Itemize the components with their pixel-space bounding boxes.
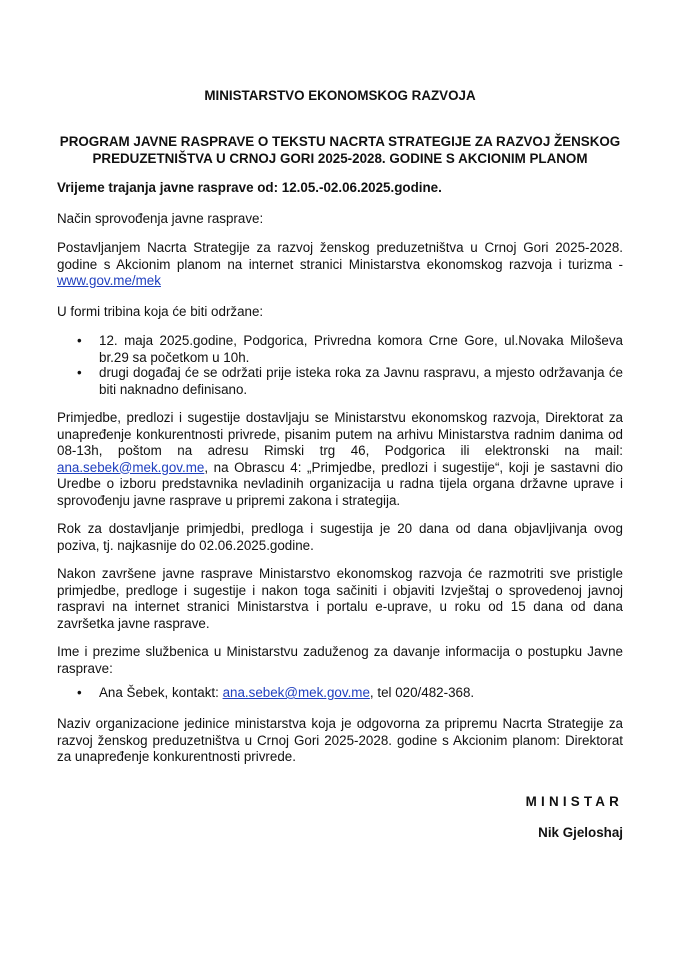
deadline-paragraph: Rok za dostavljanje primjedbi, predloga i sugestija je 20 dana od dana objavljivanja ovog poziva, tj. najkasnije do 02.06.2025.godine. (57, 521, 623, 553)
bullet-icon: • (77, 365, 82, 380)
comments-paragraph (57, 410, 623, 509)
duration-line: Vrijeme trajanja javne rasprave od: 12.05.-02.06.2025.godine. (57, 180, 442, 195)
comments-email-link[interactable]: ana.sebek@mek.gov.me (57, 459, 205, 475)
bullet-icon: • (77, 685, 82, 700)
contact-email-link[interactable]: ana.sebek@mek.gov.me (222, 685, 370, 700)
method-heading: Način sprovođenja javne rasprave: (57, 211, 264, 226)
bullet-text: 12. maja 2025.godine, Podgorica, Privredna komora Crne Gore, ul.Novaka Miloševa br.29 sa početkom u 10h. (99, 333, 623, 365)
gov-me-link[interactable]: www.gov.me/mek (57, 273, 161, 288)
posting-text: Postavljanjem Nacrta Strategije za razvoj ženskog preduzetništva u Crnoj Gori 2025-2028. godine s Akcionim planom na internet stranici Ministarstva ekonomskog razvoja i turizma - (57, 240, 623, 272)
comments-text-b: , na Obrascu 4: „Primjedbe, predlozi i sugestije“, koji je sastavni dio Uredbe o izboru predstavnika nevladinih organizacija u radna tijela organa državne uprave i sprovođenju javne rasprave u pripremi zakona i strategija. (57, 459, 623, 508)
contact-phone: , tel 020/482-368. (369, 685, 475, 700)
unit-paragraph: Naziv organizacione jedinice ministarstva koja je odgovorna za pripremu Nacrta Strategije za razvoj ženskog preduzetništva u Crnoj Gori 2025-2028. godine s Akcionim planom: Direktorat za unapređenje konkurentnosti privrede. (57, 716, 623, 764)
contact-line (99, 685, 623, 702)
ministry-heading: MINISTARSTVO EKONOMSKOG RAZVOJA (204, 88, 476, 103)
program-title (57, 134, 623, 167)
program-title-line2: PREDUZETNIŠTVA U CRNOJ GORI 2025-2028. GODINE S AKCIONIM PLANOM (92, 150, 588, 166)
signature-title: MINISTAR (525, 794, 623, 809)
posting-paragraph (57, 240, 623, 290)
contact-heading: Ime i prezime službenica u Ministarstvu zaduženog za davanje informacija o postupku Javne rasprave: (57, 644, 623, 676)
contact-name: Ana Šebek, kontakt: (99, 685, 223, 700)
signature-name: Nik Gjeloshaj (538, 825, 623, 840)
program-title-line1: PROGRAM JAVNE RASPRAVE O TEKSTU NACRTA STRATEGIJE ZA RAZVOJ ŽENSKOG (59, 134, 621, 149)
comments-text-a: Primjedbe, predlozi i sugestije dostavljaju se Ministarstvu ekonomskog razvoja, Direktorat za unapređenje konkurentnosti privrede, pisanim putem na arhivu Ministarstva radnim danima od 08-13h, poštom na adresu Rimski trg 46, Podgorica ili elektronski na mail: (57, 410, 623, 458)
bullet-icon: • (77, 333, 82, 348)
report-paragraph: Nakon završene javne rasprave Ministarstvo ekonomskog razvoja će razmotriti sve pristigle primjedbe, predloge i sugestije i nakon toga sačiniti i objaviti Izvještaj o sprovedenoj javnoj raspravi na internet stranici Ministarstva i portalu e-uprave, u roku od 15 dana od dana završetka javne rasprave. (57, 566, 623, 631)
tribune-heading: U formi tribina koja će biti održane: (57, 304, 264, 319)
bullet-text: drugi događaj će se održati prije isteka roka za Javnu raspravu, a mjesto održavanja će biti naknadno definisano. (99, 365, 623, 397)
